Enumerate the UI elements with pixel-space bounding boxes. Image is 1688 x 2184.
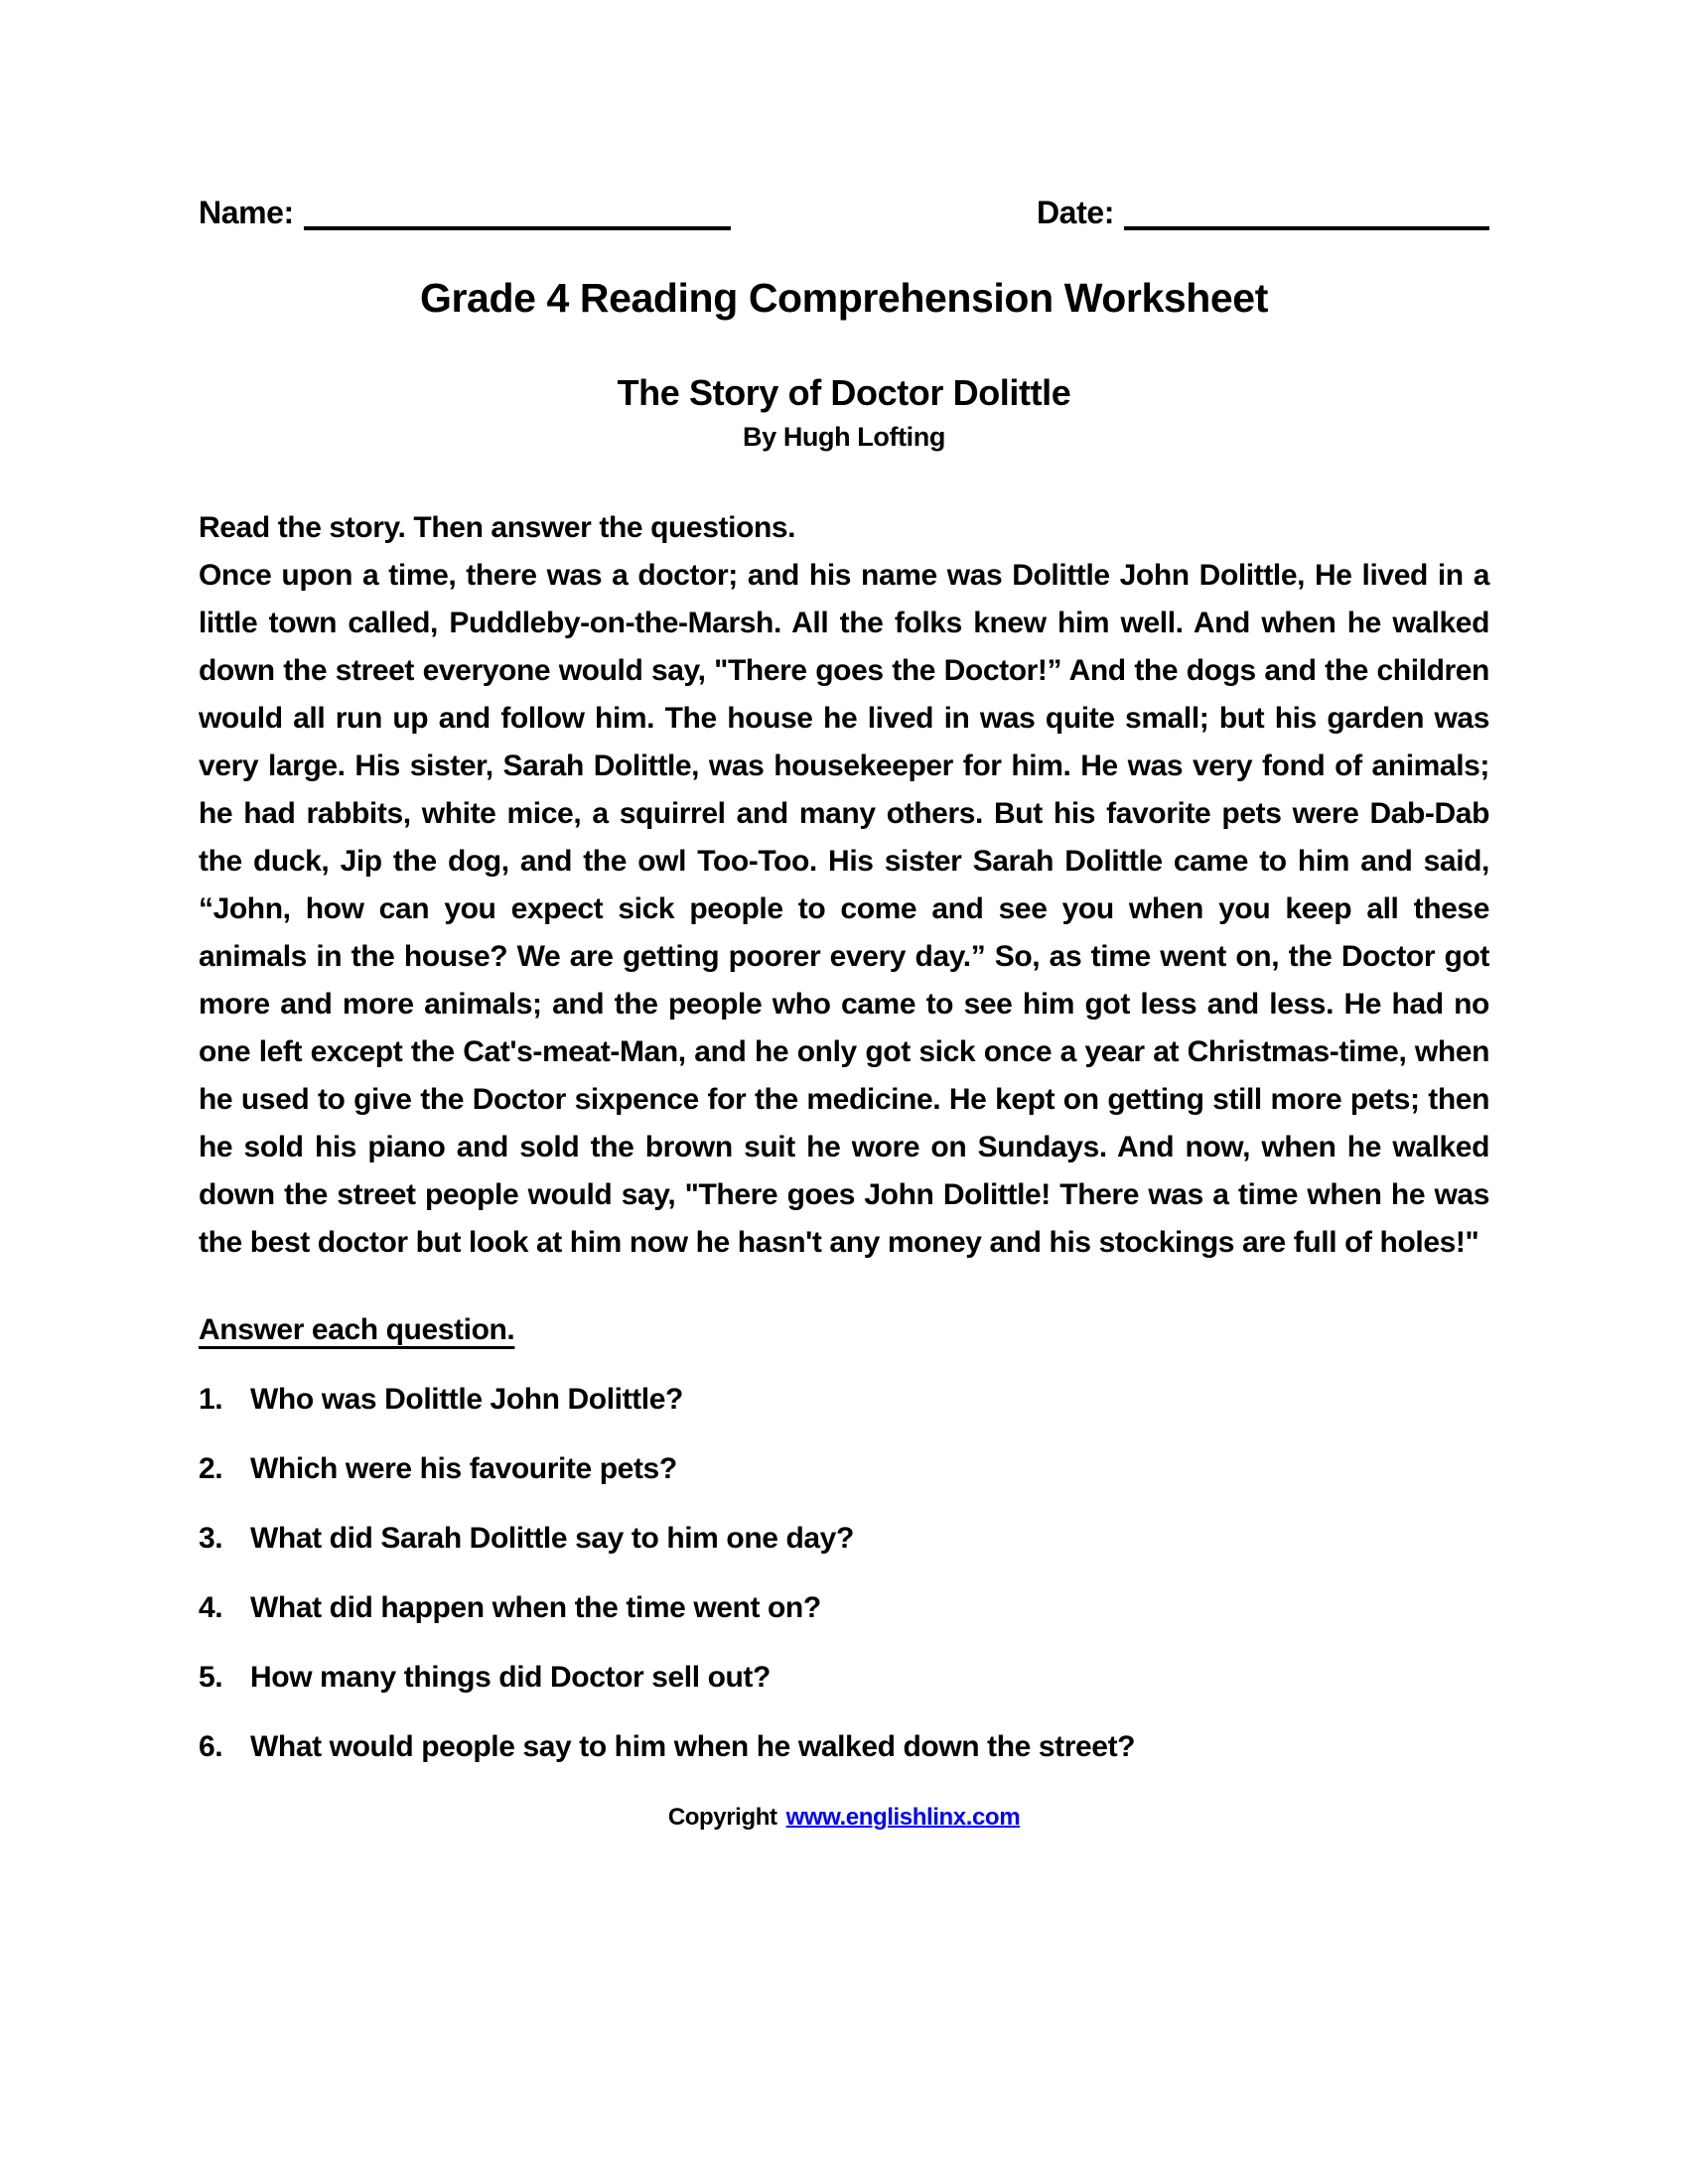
question-item-1 (199, 1378, 1489, 1422)
name-field (199, 195, 731, 230)
instructions-line: Read the story. Then answer the questions. (199, 511, 796, 544)
question-item-5 (199, 1656, 1489, 1700)
name-write-in-line[interactable] (304, 195, 731, 230)
question-text: What would people say to him when he walked down the street? (250, 1730, 1136, 1763)
question-number: 1. (199, 1383, 223, 1416)
question-number: 5. (199, 1661, 223, 1694)
worksheet-title: Grade 4 Reading Comprehension Worksheet (420, 275, 1268, 321)
name-label: Name: (199, 195, 294, 230)
question-item-6 (199, 1725, 1489, 1769)
englishlinx-link[interactable]: www.englishlinx.com (785, 1804, 1021, 1831)
question-text: How many things did Doctor sell out? (250, 1661, 771, 1694)
question-item-2 (199, 1447, 1489, 1491)
date-write-in-line[interactable] (1124, 195, 1489, 230)
question-text: Which were his favourite pets? (250, 1452, 677, 1485)
question-item-3 (199, 1517, 1489, 1561)
date-field (1037, 195, 1489, 230)
question-number: 4. (199, 1591, 223, 1624)
question-text: What did happen when the time went on? (250, 1591, 821, 1624)
story-author-byline: By Hugh Lofting (743, 422, 945, 452)
story-title: The Story of Doctor Dolittle (617, 372, 1071, 413)
date-label: Date: (1036, 195, 1114, 230)
copyright-label: Copyright (667, 1804, 777, 1831)
question-number: 6. (199, 1730, 223, 1763)
question-item-4 (199, 1586, 1489, 1630)
copyright-footer (199, 1803, 1489, 1833)
name-date-row (199, 0, 1489, 230)
question-text: What did Sarah Dolittle say to him one day? (250, 1522, 854, 1555)
story-paragraph: Once upon a time, there was a doctor; and his name was Dolittle John Dolittle, He lived in a little town called, Puddleby-on-the-Marsh. All the folks knew him well. And when he walked down the street everyone would say, "There goes the Doctor!” And the dogs and the children would all run up and follow him. The house he lived in was quite small; but his garden was very large. His sister, Sarah Dolittle, was housekeeper for him. He was very fond of animals; he had rabbits, white mice, a squirrel and many others. But his favorite pets were Dab-Dab the duck, Jip the dog, and the owl Too-Too. His sister Sarah Dolittle came to him and said, “John, how can you expect sick people to come and see you when you keep all these animals in the house? We are getting poorer every day.” So, as time went on, the Doctor got more and more animals; and the people who came to see him got less and less. He had no one left except the Cat's-meat-Man, and he only got sick once a year at Christmas-time, when he used to give the Doctor sixpence for the medicine. He kept on getting still more pets; then he sold his piano and sold the brown suit he wore on Sundays. And now, when he walked down the street people would say, "There goes John Dolittle! There was a time when he was the best doctor but look at him now he hasn't any money and his stockings are full of holes!" (199, 559, 1489, 1259)
questions-heading: Answer each question. (199, 1313, 515, 1346)
question-number: 3. (199, 1522, 223, 1555)
question-number: 2. (199, 1452, 223, 1485)
question-text: Who was Dolittle John Dolittle? (250, 1383, 683, 1416)
